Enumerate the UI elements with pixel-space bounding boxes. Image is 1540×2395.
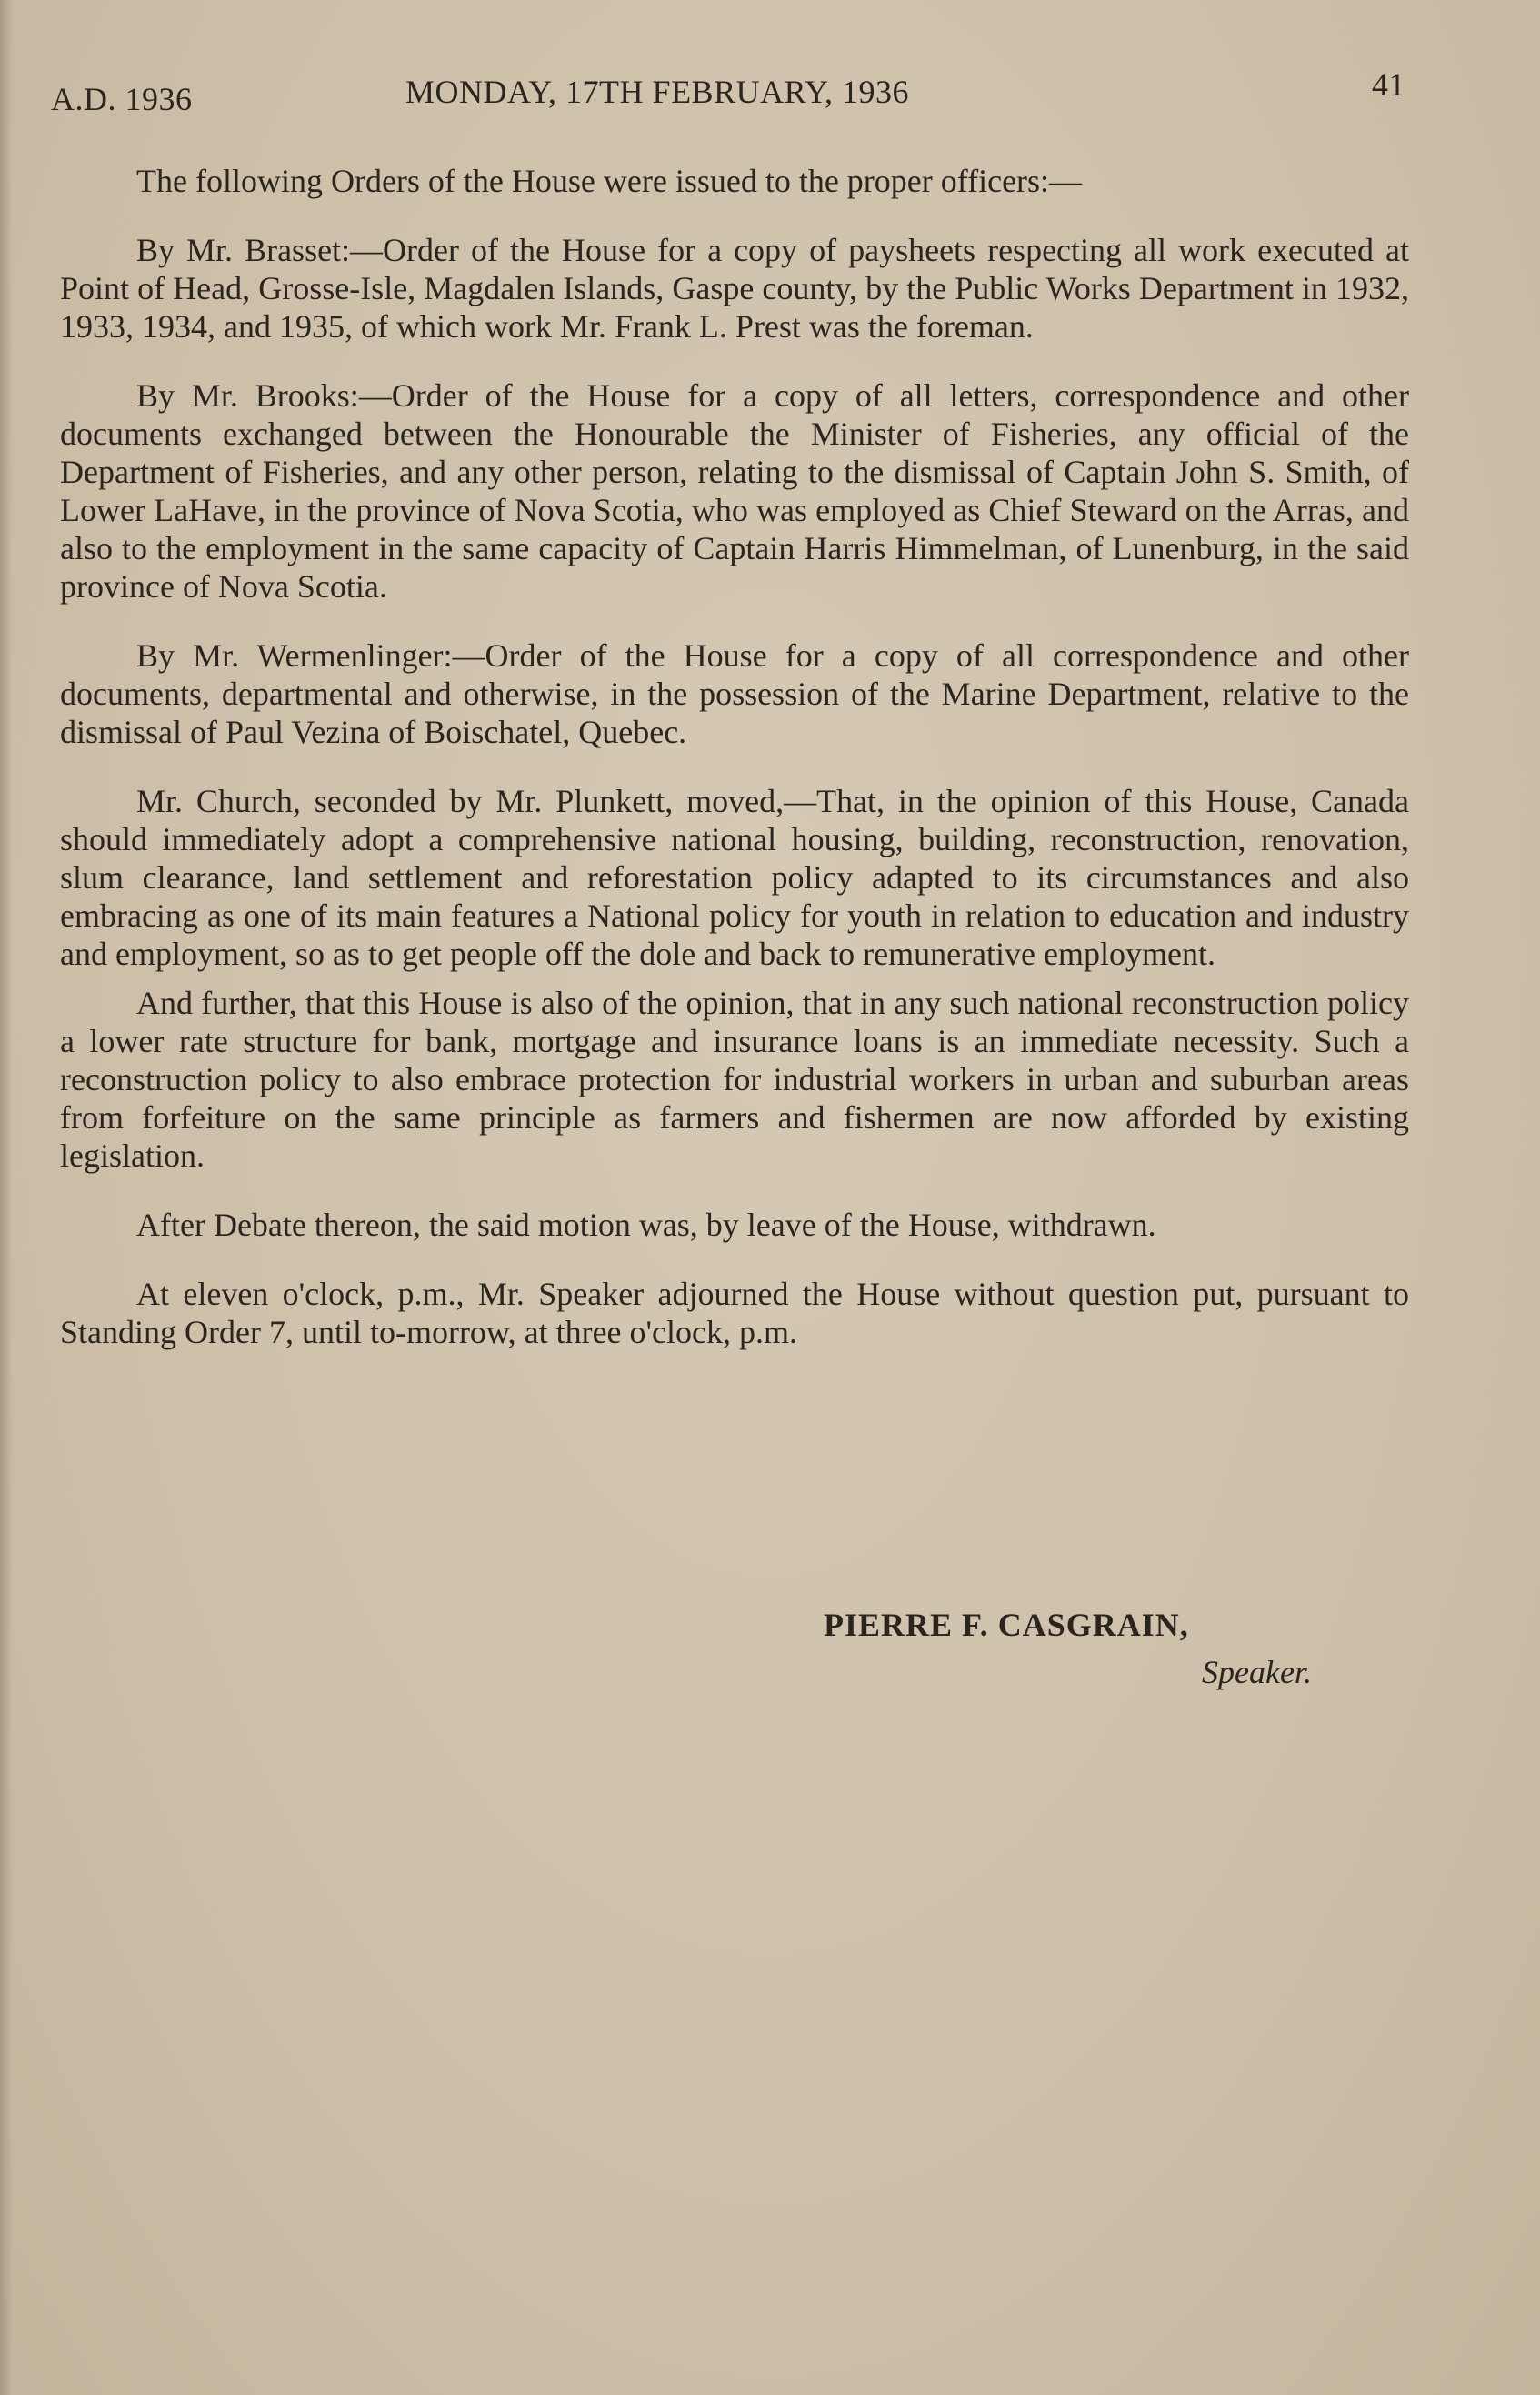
speaker-signature-name: PIERRE F. CASGRAIN, — [824, 1607, 1189, 1643]
header-year: A.D. 1936 — [51, 81, 193, 117]
debate-withdrawn-paragraph: After Debate thereon, the said motion was, by leave of the House, withdrawn. — [136, 1207, 1156, 1243]
brasset-order-paragraph: By Mr. Brasset:—Order of the House for a copy of paysheets respecting all work executed at Point of Head, Grosse-Isle, Magdalen Islands, Gaspe county, by the Public Works Department in 1932, 1933, 1934, and 1935, of which work Mr. Frank L. Prest was the foreman. — [60, 232, 1409, 345]
speaker-title: Speaker. — [1202, 1654, 1312, 1690]
page-edge-shadow — [0, 0, 13, 2395]
orders-intro-paragraph: The following Orders of the House were issued to the proper officers:— — [136, 163, 1083, 199]
church-motion-paragraph: Mr. Church, seconded by Mr. Plunkett, moved,—That, in the opinion of this House, Canada should immediately adopt a comprehensive national housing, building, reconstruction, renovation, slum clearance, land settlement and reforestation policy adapted to its circumstances and also embracing as one of its main features a National policy for youth in relation to education and industry and employment, so as to get people off the dole and back to remunerative employment. — [60, 783, 1409, 972]
motion-continuation-paragraph: And further, that this House is also of the opinion, that in any such national reconstruction policy a lower rate structure for bank, mortgage and insurance loans is an immediate necessity. Such a reconstruction policy to also embrace protection for industrial workers in urban and suburban areas from forfeiture on the same principle as farmers and fishermen are now afforded by existing legislation. — [60, 985, 1409, 1174]
brooks-order-paragraph: By Mr. Brooks:—Order of the House for a copy of all letters, correspondence and other documents exchanged between the Honourable the Minister of Fisheries, any official of the Department of Fisheries, and any other person, relating to the dismissal of Captain John S. Smith, of Lower LaHave, in the province of Nova Scotia, who was employed as Chief Steward on the Arras, and also to the employment in the same capacity of Captain Harris Himmelman, of Lunenburg, in the said province of Nova Scotia. — [60, 377, 1409, 605]
page-header — [51, 65, 1405, 120]
page-number: 41 — [1372, 66, 1405, 103]
adjournment-paragraph: At eleven o'clock, p.m., Mr. Speaker adjourned the House without question put, pursuant to Standing Order 7, until to-morrow, at three o'clock, p.m. — [60, 1276, 1409, 1350]
wermenlinger-order-paragraph: By Mr. Wermenlinger:—Order of the House for a copy of all correspondence and other documents, departmental and otherwise, in the possession of the Marine Department, relative to the dismissal of Paul Vezina of Boischatel, Quebec. — [60, 637, 1409, 750]
page-body — [60, 162, 1409, 1382]
header-date: MONDAY, 17TH FEBRUARY, 1936 — [405, 74, 909, 110]
